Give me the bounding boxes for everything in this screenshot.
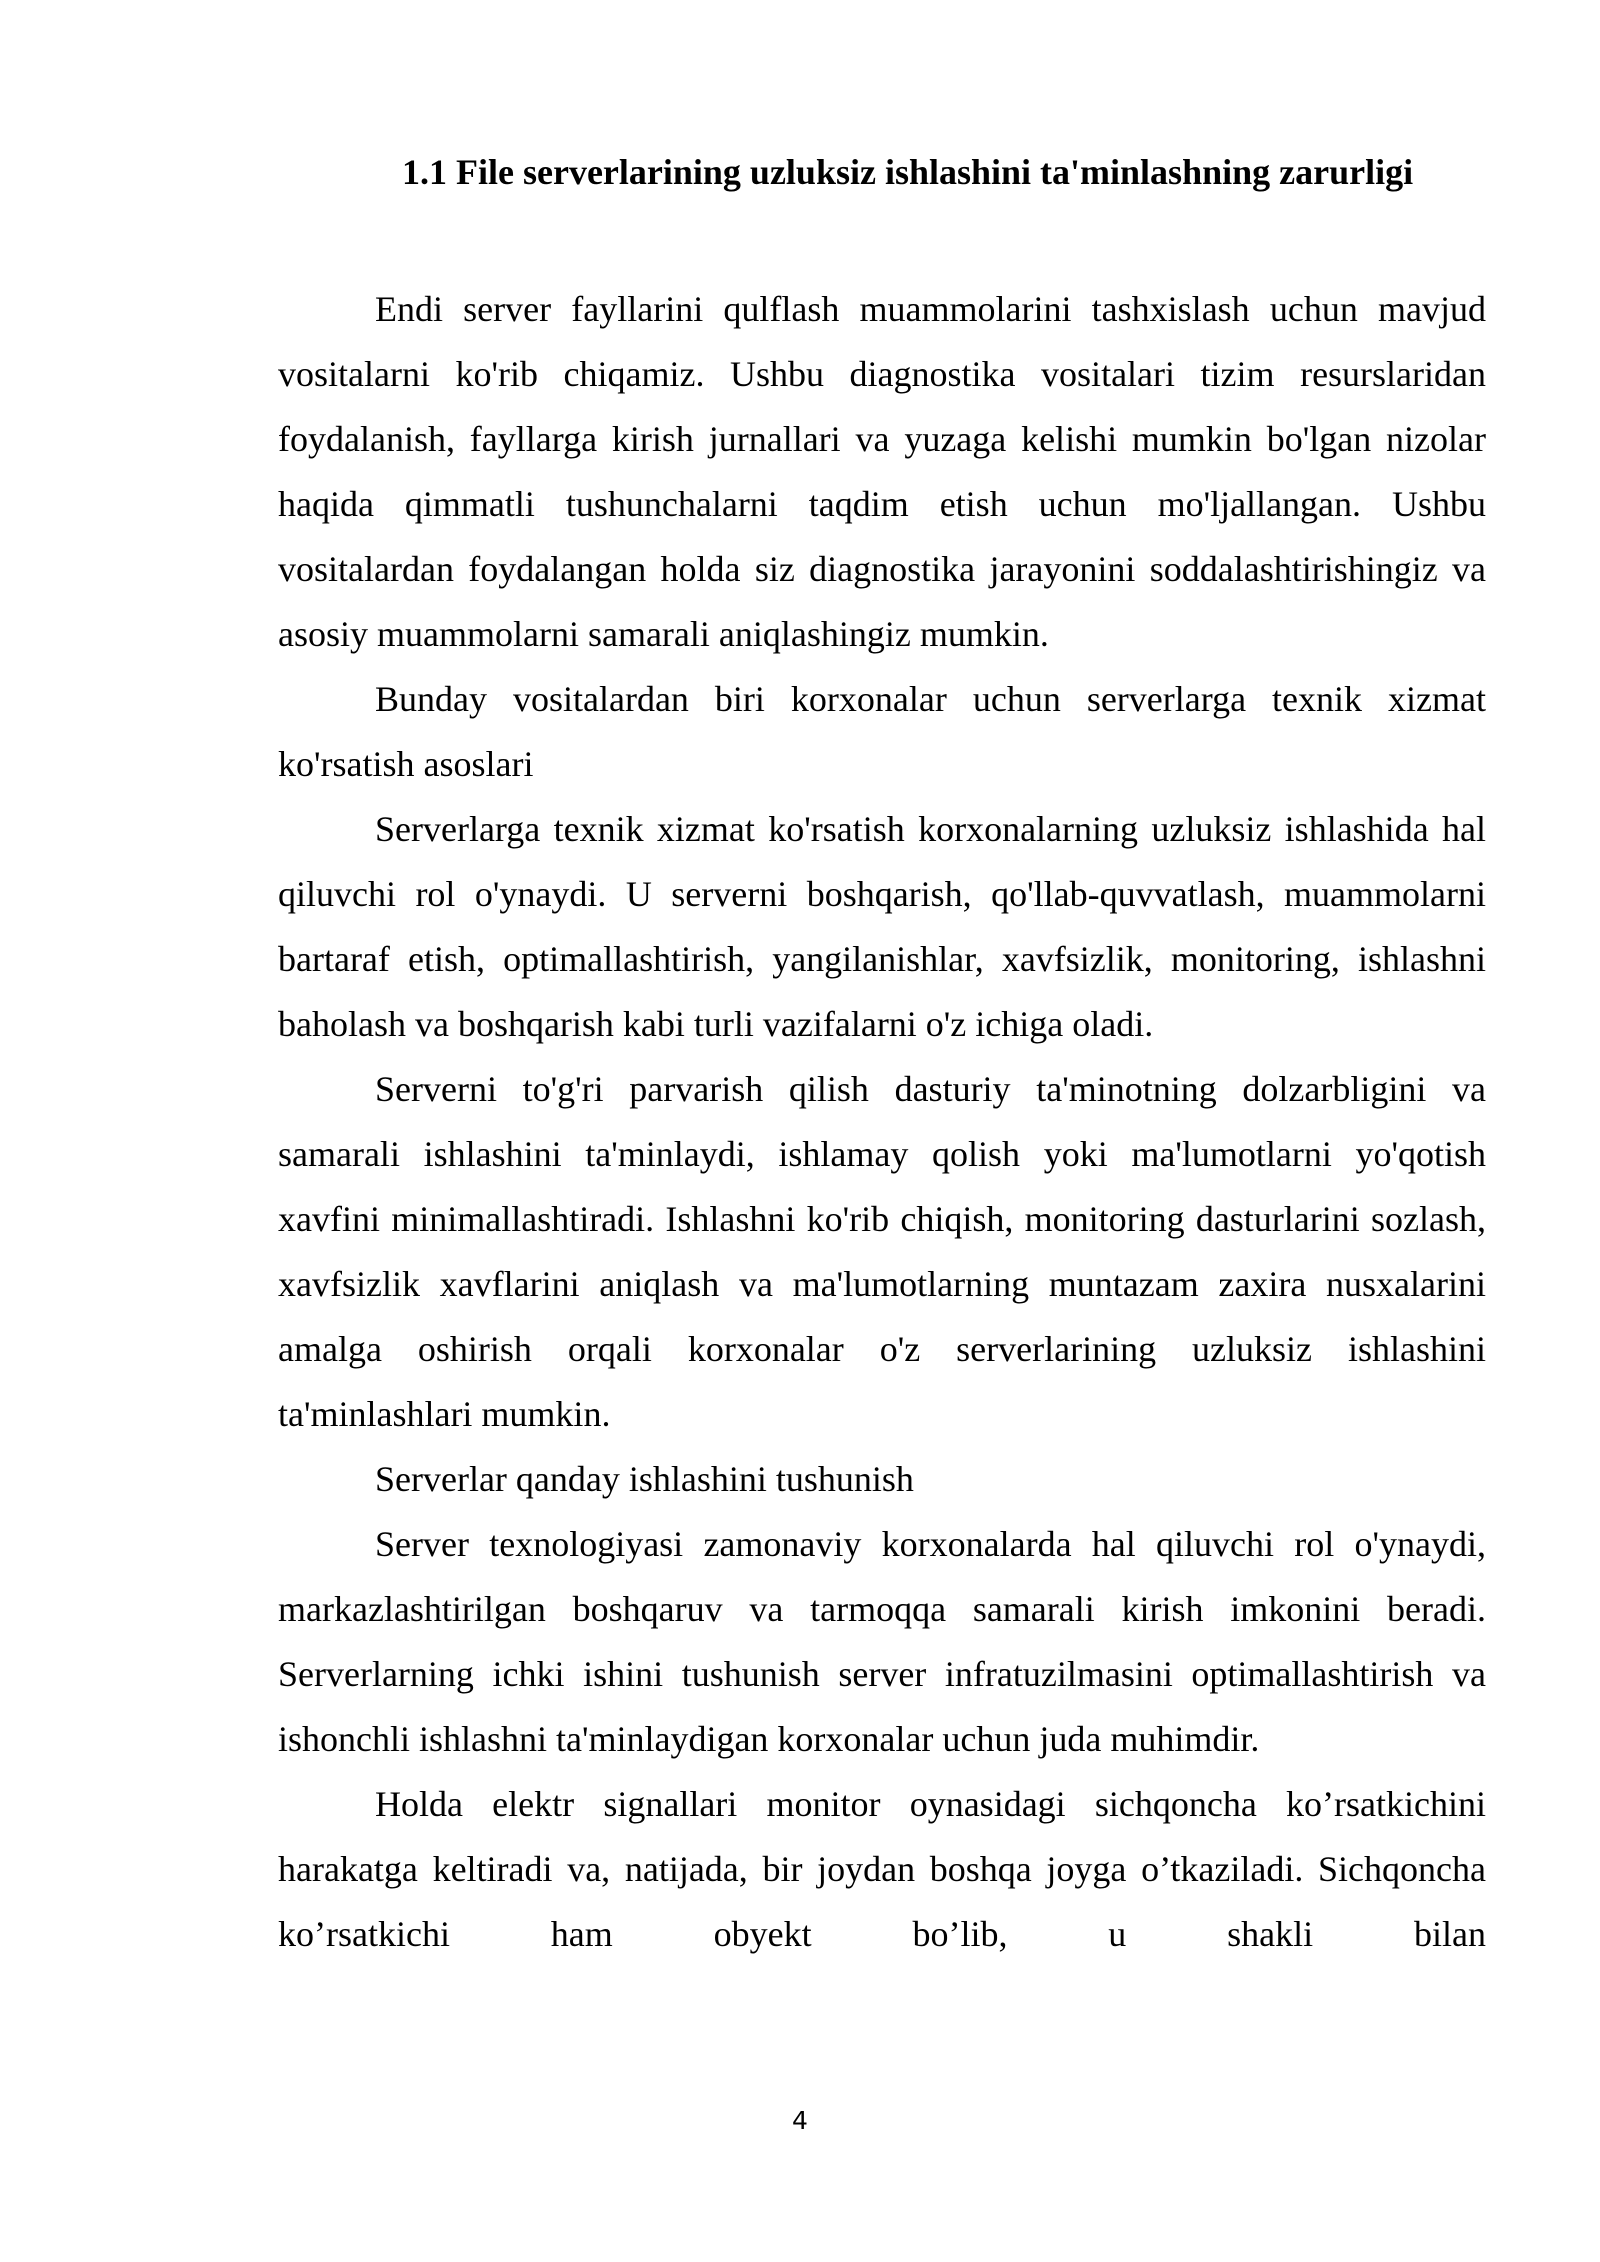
paragraph-server-maintenance-intro: Bunday vositalardan biri korxonalar uchun serverlarga texnik xizmat ko'rsatish asoslari — [278, 679, 1486, 784]
paragraph-server-maintenance-role: Serverlarga texnik xizmat ko'rsatish korxonalarning uzluksiz ishlashida hal qiluvchi rol o'ynaydi. U serverni boshqarish, qo'llab-quvvatlash, muammolarni bartaraf etish, optimallashtirish, yangilanishlar, xavfsizlik, monitoring, ishlashni baholash va boshqarish kabi turli vazifalarni o'z ichiga oladi. — [278, 809, 1486, 1044]
page-number: 4 — [792, 2106, 808, 2135]
section-heading: 1.1 File serverlarining uzluksiz ishlashini ta'minlashning zarurligi — [402, 152, 1414, 192]
paragraph-understanding-servers: Serverlar qanday ishlashini tushunish — [375, 1459, 914, 1499]
paragraph-mouse-pointer: Holda elektr signallari monitor oynasidagi sichqoncha ko’rsatkichini harakatga keltiradi va, natijada, bir joydan boshqa joyga o’tkaziladi. Sichqoncha ko’rsatkichi ham obyekt bo’lib, u shakli bilan — [278, 1784, 1486, 1954]
paragraph-server-technology: Server texnologiyasi zamonaviy korxonalarda hal qiluvchi rol o'ynaydi, markazlashtirilgan boshqaruv va tarmoqqa samarali kirish imkonini beradi. Serverlarning ichki ishini tushunish server infratuzilmasini optimallashtirish va ishonchli ishlashni ta'minlaydigan korxonalar uchun juda muhimdir. — [278, 1524, 1486, 1759]
body-text — [278, 277, 1486, 1967]
paragraph-diagnostic-tools: Endi server fayllarini qulflash muammolarini tashxislash uchun mavjud vositalarni ko'rib chiqamiz. Ushbu diagnostika vositalari tizim resurslaridan foydalanish, fayllarga kirish jurnallari va yuzaga kelishi mumkin bo'lgan nizolar haqida qimmatli tushunchalarni taqdim etish uchun mo'ljallangan. Ushbu vositalardan foydalangan holda siz diagnostika jarayonini soddalashtirishingiz va asosiy muammolarni samarali aniqlashingiz mumkin. — [278, 289, 1486, 654]
paragraph-proper-maintenance: Serverni to'g'ri parvarish qilish dasturiy ta'minotning dolzarbligini va samarali ishlashini ta'minlaydi, ishlamay qolish yoki ma'lumotlarni yo'qotish xavfini minimallashtiradi. Ishlashni ko'rib chiqish, monitoring dasturlarini sozlash, xavfsizlik xavflarini aniqlash va ma'lumotlarning muntazam zaxira nusxalarini amalga oshirish orqali korxonalar o'z serverlarining uzluksiz ishlashini ta'minlashlari mumkin. — [278, 1069, 1486, 1434]
